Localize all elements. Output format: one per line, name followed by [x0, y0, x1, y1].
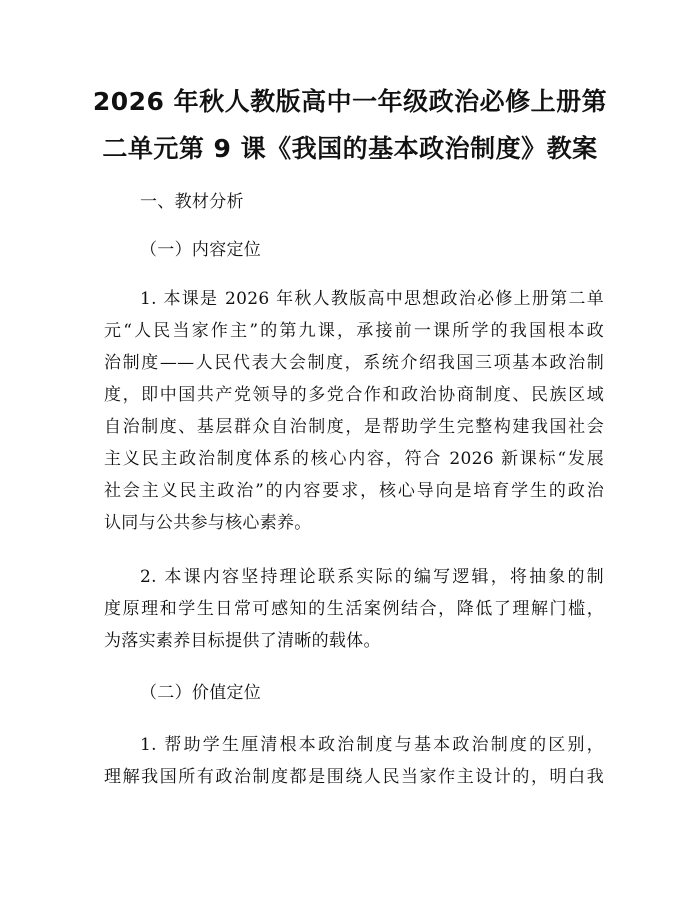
paragraph-line: 度，即中国共产党领导的多党合作和政治协商制度、民族区域	[104, 385, 604, 405]
paragraph-line: 理解我国所有政治制度都是围绕人民当家作主设计的，明白我	[104, 767, 604, 787]
paragraph-line: 1. 本课是 2026 年秋人教版高中思想政治必修上册第二单	[140, 289, 604, 309]
paragraph-line: 主义民主政治制度体系的核心内容，符合 2026 新课标“发展	[104, 449, 604, 469]
paragraph-line: 认同与公共参与核心素养。	[104, 513, 312, 533]
document-title-line-1: 2026 年秋人教版高中一年级政治必修上册第	[92, 87, 608, 116]
paragraph-line: 自治制度、基层群众自治制度，是帮助学生完整构建我国社会	[104, 417, 604, 437]
paragraph-line: 1. 帮助学生厘清根本政治制度与基本政治制度的区别，	[140, 735, 604, 755]
subheading-content-positioning: （一）内容定位	[140, 240, 262, 260]
document-title-line-2: 二单元第 9 课《我国的基本政治制度》教案	[102, 134, 598, 163]
heading-textbook-analysis: 一、教材分析	[140, 192, 244, 212]
paragraph-line: 社会主义民主政治”的内容要求，核心导向是培育学生的政治	[104, 481, 604, 501]
paragraph-line: 元“人民当家作主”的第九课，承接前一课所学的我国根本政	[104, 321, 604, 341]
paragraph-line: 2. 本课内容坚持理论联系实际的编写逻辑，将抽象的制	[140, 567, 604, 587]
subheading-value-positioning: （二）价值定位	[140, 683, 262, 703]
paragraph-line: 治制度——人民代表大会制度，系统介绍我国三项基本政治制	[104, 353, 604, 373]
paragraph-line: 为落实素养目标提供了清晰的载体。	[104, 631, 381, 651]
paragraph-line: 度原理和学生日常可感知的生活案例结合，降低了理解门槛，	[104, 599, 604, 619]
